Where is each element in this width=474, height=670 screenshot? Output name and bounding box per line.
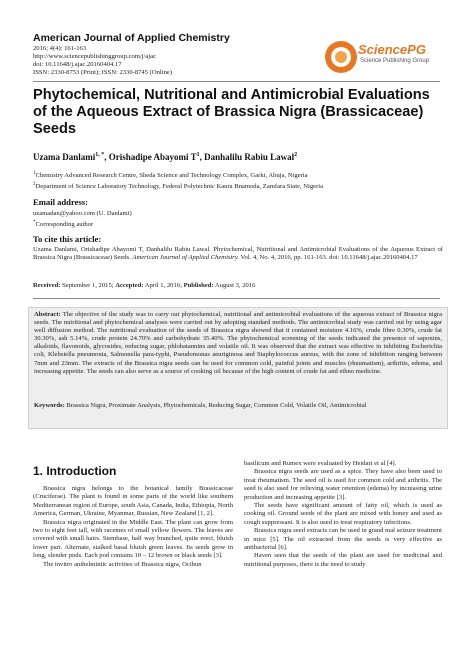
- logo-name: SciencePG: [358, 42, 426, 57]
- author-3-sup: 2: [294, 152, 298, 158]
- intro-paragraph: The invitro anthelmintic activities of Brassica nigra, Ocihun: [43, 560, 202, 568]
- cite-journal: American Journal of Applied Chemistry.: [132, 254, 240, 262]
- header-rule: [33, 81, 440, 82]
- keywords-label: Keywords:: [34, 402, 65, 409]
- cite-volume: Vol. 4, No. 4, 2016, pp. 161-163.: [239, 254, 328, 262]
- paper-title: Phytochemical, Nutritional and Antimicrobial Evaluations of the Aqueous Extract of Brassica Nigra (Brassicaceae) Seeds: [33, 87, 430, 137]
- author-2-sup: 1: [196, 152, 200, 158]
- journal-url[interactable]: http://www.sciencepublishinggroup.com/j/ajac: [33, 53, 156, 60]
- cite-doi: doi: 10.11648/j.ajac.20160404.17: [329, 254, 418, 262]
- journal-issue: 2016; 4(4): 161-163: [33, 45, 87, 52]
- published-label: Published:: [183, 282, 214, 289]
- received-date: September 1, 2015;: [60, 282, 116, 289]
- corresponding-text: Corresponding author: [35, 221, 94, 229]
- affiliation-1-text: Chemistry Advanced Research Centre, Sheda Science and Technology Complex, Garki, Abuja, Nigeria: [35, 172, 308, 180]
- dates-rule: [33, 298, 440, 299]
- affiliation-1-sup: 1: [33, 171, 36, 176]
- author-sep: ,: [199, 152, 205, 162]
- accepted-date: April 1, 2016;: [143, 282, 184, 289]
- corresponding-sup: *: [33, 220, 36, 225]
- author-1: Uzama Danlami: [33, 152, 96, 162]
- intro-paragraph: The seeds have significant amount of fatty oil, which is used as cooking oil. Ground seeds of the plant are mixed with honey and used as cough suppressant. It is also used to treat respiratory infections.: [244, 502, 442, 526]
- intro-paragraph: Brassica nigra seed extracts can be used in grand mal seizure treatment in mice [5]. The oil extracted from the seeds is very effective as antibacterial [6].: [244, 527, 442, 552]
- abstract: [34, 311, 442, 376]
- affiliation-1: [33, 170, 308, 180]
- cite-body: Uzama Danlami, Orishadipe Abayomi T, Danhalilu Rabiu Lawal. Phytochemical, Nutritional and Antimicrobial Evaluations of the Aqueous Extract of Brassica Nigra (Brassicaceae) Seeds.: [33, 246, 443, 262]
- email-heading: Email address:: [33, 197, 88, 207]
- intro-paragraph: Brassica nigra belongs to the botanical family Brassicaceae (Cruciferae). The plant is found in some parts of the world like southern Mediterranean region of Europe, south Asia, Canada, India, Ethiopia, North America, German, Ukraine, Myanmar, Russian, New Zealand [1, 2].: [33, 485, 233, 518]
- published-date: August 3, 2016: [213, 282, 256, 289]
- corresponding-note: [33, 219, 93, 229]
- author-2: Orishadipe Abayomi T: [108, 152, 197, 162]
- intro-paragraph: Brassica nigra originated in the Middle East. The plant can grow from two to eight feet tall, with racemes of small yellow flowers. The leaves are covered with small hairs. Stembase, half way branched, quite erect, bluish lower part. Alternate, stalked basal bluish green leaves. Its seeds grow in long, slender pods. Each pod contains 10 – 12 brown or black seeds [3].: [33, 518, 233, 560]
- cite-text: [33, 246, 443, 262]
- intro-paragraph: basilicum and Rumex were evaluated by Heidari et al [4].: [244, 460, 397, 467]
- intro-heading: 1. Introduction: [33, 464, 117, 478]
- cite-heading: To cite this article:: [33, 234, 102, 244]
- intro-left-column: [33, 485, 233, 569]
- accepted-label: Accepted:: [115, 282, 144, 289]
- journal-issn: ISSN: 2330-8753 (Print); ISSN: 2330-8745 (Online): [33, 69, 173, 76]
- received-label: Received:: [33, 282, 61, 289]
- keywords-text: Brassica Nigra, Proximate Analysis, Phytochemicals, Reducing Sugar, Common Cold, Volatile Oil, Antimicrobial: [64, 402, 367, 409]
- affiliation-2-sup: 2: [33, 182, 36, 187]
- email-address[interactable]: uzamadan@yahoo.com (U. Danlami): [33, 210, 132, 217]
- author-sep: ,: [104, 152, 109, 162]
- intro-paragraph: Haven seen that the seeds of the plant are used for medicinal and nutritional purposes, there is the need to study: [244, 552, 442, 568]
- keywords: [34, 402, 442, 410]
- intro-right-column: [244, 460, 442, 569]
- affiliation-2: [33, 181, 323, 191]
- article-dates: [33, 282, 443, 290]
- journal-name: American Journal of Applied Chemistry: [33, 32, 230, 44]
- journal-doi: doi: 10.11648/j.ajac.20160404.17: [33, 61, 122, 68]
- affiliation-2-text: Department of Science Laboratory Technology, Federal Polytechnic Kaura Bnamoda, Zamfara State, Nigeria: [35, 183, 324, 191]
- abstract-text: The objective of the study was to carry out phytochemical, nutritional and antimicrobial evaluations of the aqueous extract of Brassica nigra seeds. The nutritional and phytochemical analyses were carried out by adopting standard methods. The antimicrobial study was carried out by using agar well diffusion method. The nutritional evaluation of the seeds of Brassica nigra showed that it contained moisture 4.16%, crude fibre 0.30%, crude fat 30.30%, ash 5.14%, crude protein 24.70% and carbohydrate 35.40%. The phytochemical screening of the seeds indicated the presence of saponins, alkaloids, flavonoids, glycosides, reducing sugar, phlobatannins and volatile oil. It was observed that the extract was effective in inhibiting Escherichia coli, Klebsiella pneumonia, Salmonella para-typhi, Pseudomonas aeuriginosa and Staphylococcus aureus, with the zone of inhibition ranging between 7mm and 23mm. The extracts of the Brassica nigra seeds can be used for common cold, painful joints and muscles (rheumatism), arthritis, edema, and increasing appetite. The seeds can also serve as a source of cooking oil because of the high content of crude fat and ethno medicine.: [34, 311, 442, 375]
- author-3: Danhalilu Rabiu Lawal: [204, 152, 295, 162]
- author-1-sup: 1, *: [95, 152, 105, 158]
- abstract-label: Abstract:: [34, 311, 61, 318]
- logo-subtitle: Science Publishing Group: [360, 58, 430, 64]
- intro-paragraph: Brassica nigra seeds are used as a spice. They have also been used to treat rheumatism. The seed oil is used for common cold and arthritis. The seed is also used for relieving water retention (edema) by increasing urine production and increasing appetite [3].: [244, 468, 442, 501]
- author-list: [33, 152, 297, 162]
